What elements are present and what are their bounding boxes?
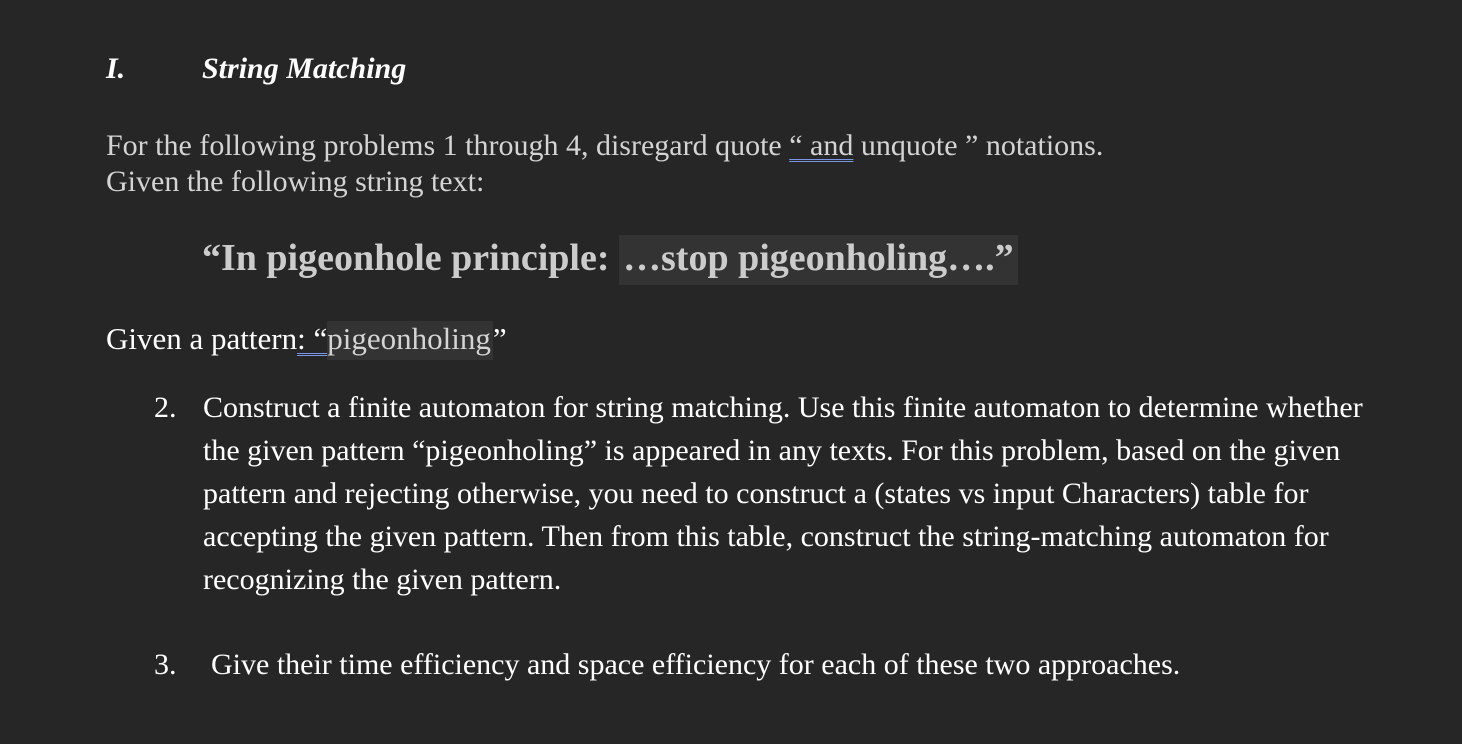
problem-2 [154,386,1384,601]
problem-2-text: Construct a finite automaton for string matching. Use this finite automaton to determine whether the given pattern “pigeonholing” is appeared in any texts. For this problem, based on the given pattern and rejecting otherwise, you need to construct a (states vs input Characters) table for accepting the given pattern. Then from this table, construct the string-matching automaton for recognizing the given pattern. [203,391,1363,596]
section-number: I. [106,52,126,85]
spelling-flagged-quote[interactable]: “ and [789,129,854,162]
given-string-text [202,236,1018,280]
intro-line-1 [106,129,1103,163]
given-string-highlighted: …stop pigeonholing….” [619,235,1018,285]
problem-3 [154,643,1384,686]
problem-2-number: 2. [154,391,177,424]
problem-3-text: Give their time efficiency and space efficiency for each of these two approaches. [211,648,1181,681]
intro-line-1-prefix: For the following problems 1 through 4, disregard quote [106,129,790,162]
pattern-label: Given a pattern [106,321,298,356]
problem-3-number: 3. [154,648,177,681]
given-string-part-1: “In pigeonhole principle: [202,237,619,279]
pattern-line [106,321,507,357]
pattern-value: pigeonholing [327,321,493,360]
pattern-close-quote: ” [492,321,507,356]
section-title: String Matching [202,52,407,85]
intro-line-1-suffix: unquote ” notations. [853,129,1104,162]
spelling-flagged-colon[interactable]: : “ [297,321,328,356]
intro-line-2: Given the following string text: [106,165,485,198]
